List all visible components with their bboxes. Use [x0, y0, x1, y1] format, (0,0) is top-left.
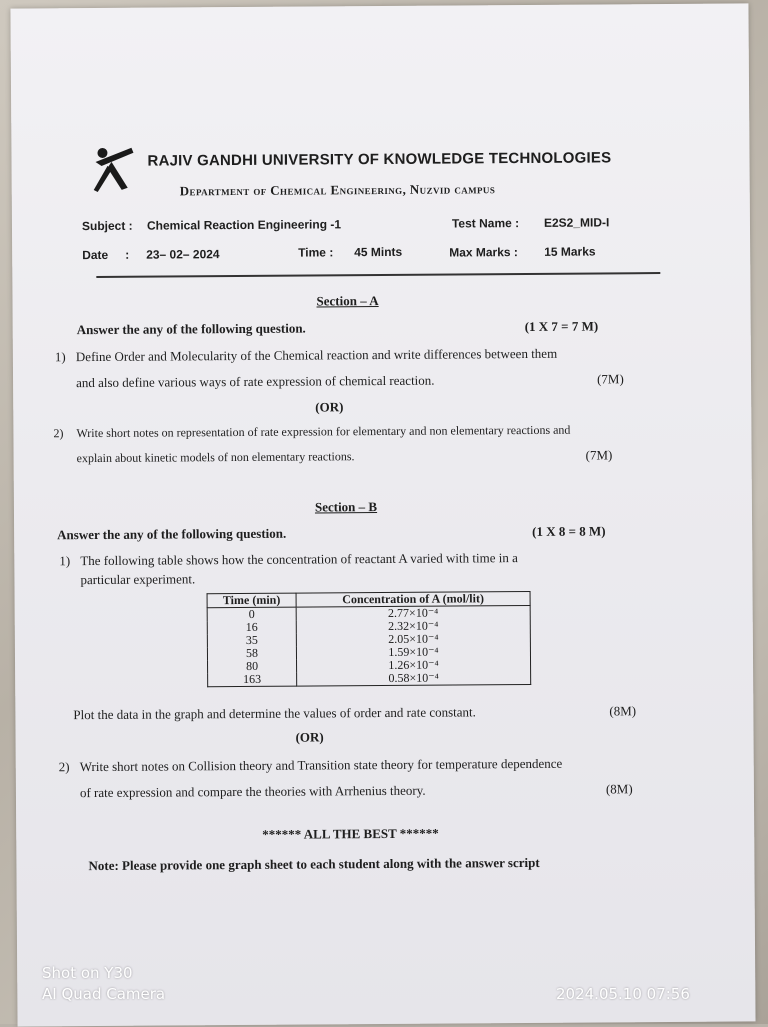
camera-model-watermark: Shot on Y30	[42, 964, 133, 982]
test-name-label: Test Name :	[451, 216, 520, 231]
concentration-cell: 2.05×10⁻⁴	[296, 632, 530, 647]
concentration-cell: 1.26×10⁻⁴	[297, 658, 531, 673]
time-cell: 0	[207, 607, 296, 621]
university-name: RAJIV GANDHI UNIVERSITY OF KNOWLEDGE TECHNOLOGIES	[147, 149, 612, 170]
department-name: Department of Chemical Engineering, Nuzvid campus	[179, 181, 496, 199]
section-a-marks: (1 X 7 = 7 M)	[524, 318, 599, 335]
section-b-q1-marks: (8M)	[609, 703, 637, 719]
time-cell: 35	[207, 634, 296, 648]
date-colon: :	[125, 247, 130, 262]
date-label: Date	[82, 247, 109, 263]
time-cell: 58	[207, 647, 296, 661]
table-row	[208, 671, 531, 687]
section-b-q2-number: 2)	[58, 759, 70, 775]
section-a-q2-number: 2)	[53, 426, 64, 441]
date-value: 23– 02– 2024	[146, 247, 220, 262]
table-header-concentration: Concentration of A (mol/lit)	[296, 591, 530, 607]
max-marks-value: 15 Marks	[544, 244, 596, 259]
section-a-q1-line1: Define Order and Molecularity of the Chemical reaction and write differences between them	[75, 345, 558, 365]
exam-paper	[10, 3, 755, 1026]
concentration-cell: 2.77×10⁻⁴	[296, 605, 530, 620]
camera-type-watermark: AI Quad Camera	[42, 985, 166, 1003]
section-b-q1-line1: The following table shows how the concentration of reactant A varied with time in a	[80, 550, 518, 569]
section-a-q1-number: 1)	[54, 349, 66, 365]
time-cell: 16	[207, 621, 296, 635]
section-b-q2-marks: (8M)	[605, 781, 633, 797]
subject-value: Chemical Reaction Engineering -1	[146, 217, 342, 233]
section-b-q1-line2: particular experiment.	[80, 571, 196, 588]
concentration-cell: 1.59×10⁻⁴	[296, 645, 530, 660]
section-a-q1-line2: and also define various ways of rate expression of chemical reaction.	[76, 372, 435, 391]
test-name-value: E2S2_MID-I	[543, 215, 610, 230]
max-marks-label: Max Marks :	[449, 245, 518, 260]
section-b-q1-number: 1)	[59, 553, 71, 569]
timestamp-watermark: 2024.05.10 07:56	[556, 985, 690, 1003]
time-cell: 80	[208, 660, 297, 674]
section-a-q1-marks: (7M)	[597, 371, 624, 387]
section-a-q2-line2: explain about kinetic models of non elementary reactions.	[76, 449, 355, 466]
header-divider	[96, 272, 660, 278]
concentration-cell: 0.58×10⁻⁴	[297, 671, 531, 686]
concentration-cell: 2.32×10⁻⁴	[296, 619, 530, 634]
graph-sheet-note: Note: Please provide one graph sheet to each student along with the answer script	[88, 854, 540, 874]
section-a-q2-marks: (7M)	[585, 447, 613, 463]
university-logo	[91, 144, 137, 196]
time-value: 45 Mints	[354, 244, 403, 260]
section-a-q2-line1: Write short notes on representation of rate expression for elementary and non elementary reactions and	[76, 422, 571, 441]
subject-label: Subject :	[81, 218, 133, 234]
time-label: Time :	[298, 245, 334, 260]
concentration-table	[207, 591, 532, 687]
section-b-instruction: Answer the any of the following question.	[57, 525, 287, 543]
section-a-title: Section – A	[316, 293, 379, 309]
section-a-instruction: Answer the any of the following question.	[76, 320, 306, 338]
table-header-row	[207, 591, 530, 607]
all-the-best: ****** ALL THE BEST ******	[262, 825, 439, 842]
section-b-title: Section – B	[314, 499, 378, 515]
section-b-marks: (1 X 8 = 8 M)	[532, 523, 606, 539]
section-b-q2-line2: of rate expression and compare the theories with Arrhenius theory.	[79, 782, 426, 801]
section-b-or: (OR)	[295, 729, 324, 745]
section-b-q1-plot-instruction: Plot the data in the graph and determine the values of order and rate constant.	[73, 704, 476, 723]
section-a-or: (OR)	[315, 399, 344, 415]
table-header-time: Time (min)	[207, 593, 296, 608]
section-b-q2-line1: Write short notes on Collision theory and Transition state theory for temperature dependence	[79, 755, 563, 775]
time-cell: 163	[208, 673, 297, 687]
